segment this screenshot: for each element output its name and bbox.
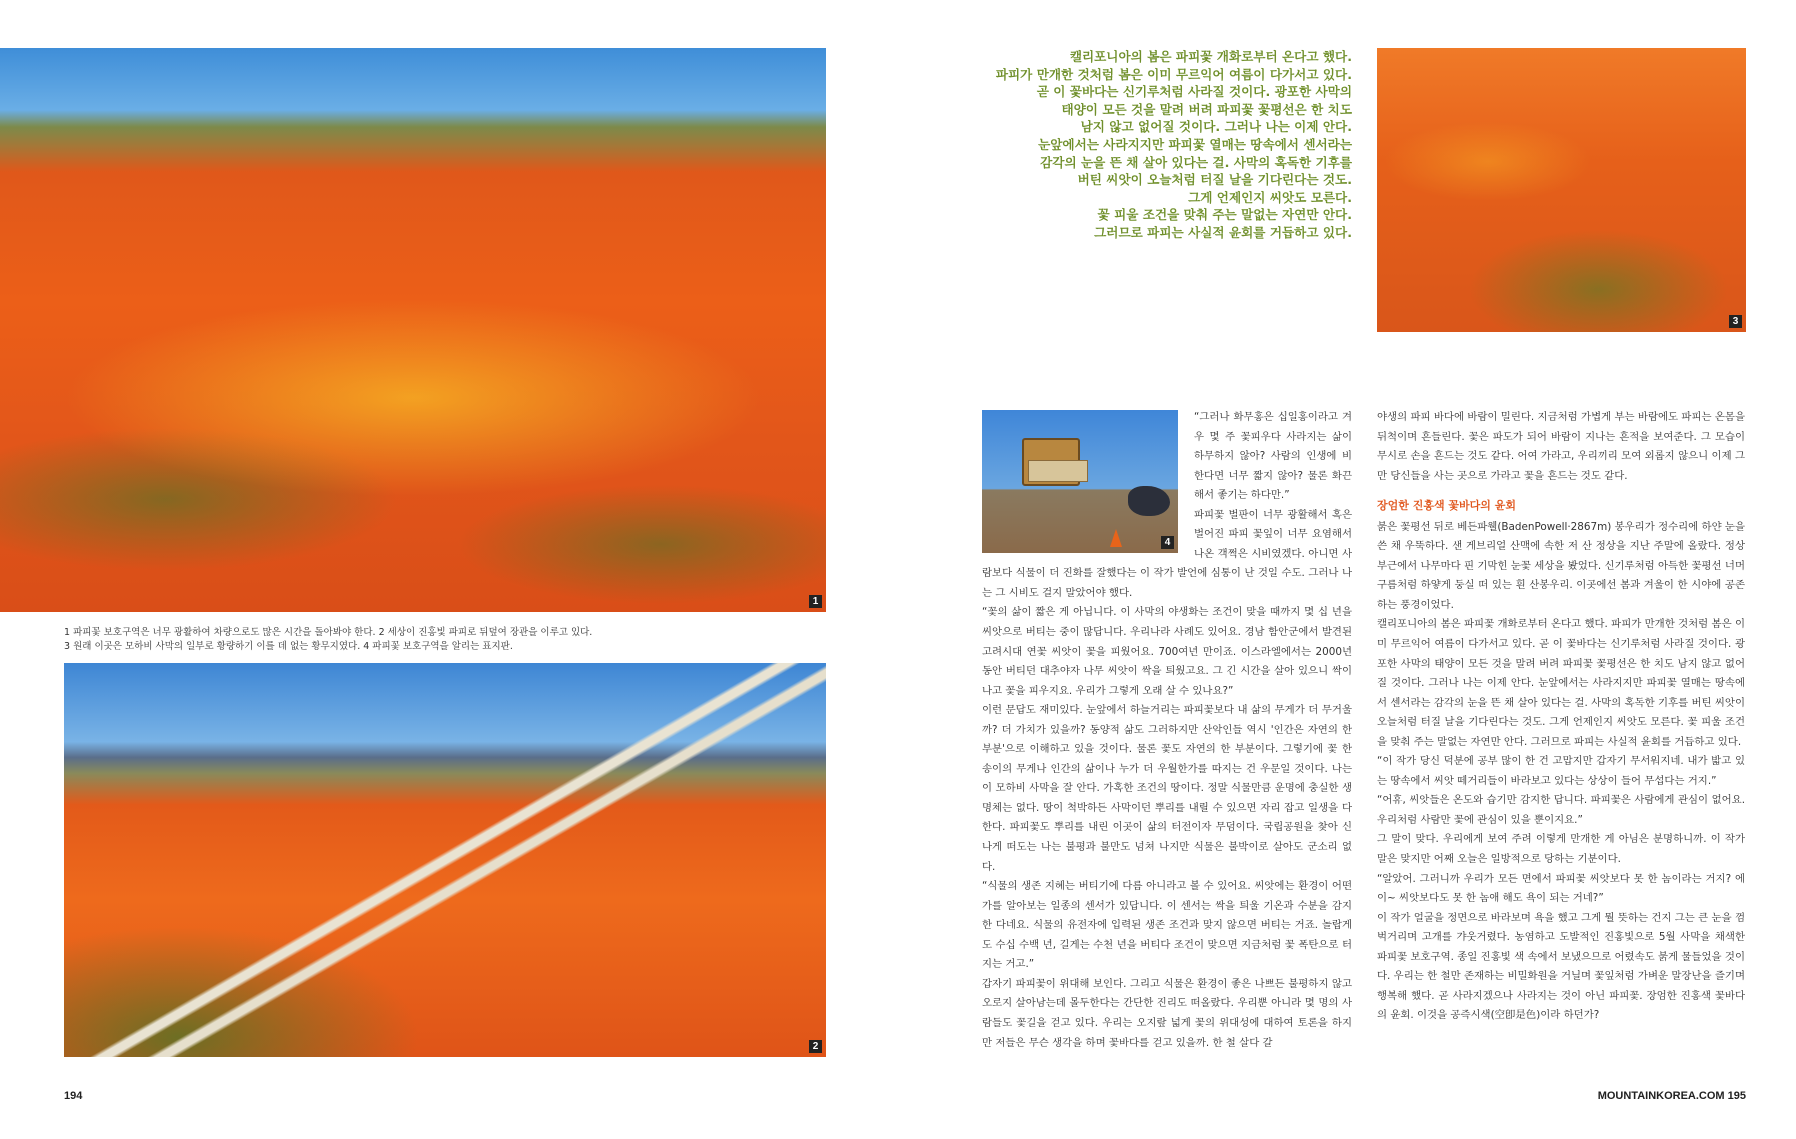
poppy-field-path-photo-2 [64,663,826,1057]
paragraph: “꽃의 삶이 짧은 게 아닙니다. 이 사막의 야생화는 조건이 맞을 때까지 몇 십 년을 씨앗으로 버티는 중이 많답니다. 우리나라 사례도 있어요. 경남 함안군에서 발견된 고려시대 연꽃 씨앗이 꽃을 피웠어요. 700여년 만이죠. 이스라엘에서는 2000년 동안 버티던 대추야자 나무 씨앗이 싹을 틔웠고요. 그 긴 시간을 살아 있으니 싹이 나고 꽃을 피우지요. 우리가 그렇게 오래 살 수 있나요?” [982,606,1352,697]
pull-quote-line: 곧 이 꽃바다는 신기루처럼 사라질 것이다. 광포한 사막의 [1036,84,1352,100]
caption-line: 3 원래 이곳은 모하비 사막의 일부로 황량하기 이를 데 없는 황무지였다. 4 파피꽃 보호구역을 알리는 표지판. [64,641,513,652]
pull-quote-line: 캘리포니아의 봄은 파피꽃 개화로부터 온다고 했다. [1069,49,1352,64]
pull-quote-line: 남지 않고 없어질 것이다. 그러나 나는 이제 안다. [1080,119,1352,135]
pull-quote-line: 그게 언제인지 씨앗도 모른다. [1188,189,1352,205]
pull-quote-line: 버틴 씨앗이 오늘처럼 터질 날을 기다린다는 것도. [1077,172,1352,188]
paragraph: 이런 문답도 재미있다. 눈앞에서 하늘거리는 파피꽃보다 내 삶의 무게가 더 무거울까? 더 가치가 있을까? 동양적 삶도 그러하지만 산악인들 역시 '인간은 자연의 한 부분'으로 이해하고 있을 것이다. 물론 꽃도 자연의 한 부분이다. 그렇기에 꽃 한 송이의 무게나 인간의 삶이나 누가 더 우월한가를 따지는 건 우문일 것이다. 나는 이 모하비 사막을 잘 안다. 가혹한 조건의 땅이다. 정말 식물만큼 운명에 충실한 생명체는 없다. 땅이 척박하든 사막이던 뿌리를 내릴 수 있으면 자리 잡고 일생을 다한다. 파피꽃도 뿌리를 내린 이곳이 삶의 터전이자 무덤이다. 국립공원을 찾아 신나게 떠도는 나는 불평과 불만도 넘쳐 나지만 식물은 불박이로 살아도 군소리 없다. [982,704,1352,873]
paragraph: 파피꽃 벌판이 너무 광활해서 혹은 벌어진 파피 꽃잎이 너무 요염해서 나온 객쩍은 시비였겠다. 아니면 사람보다 식물이 더 진화를 잘했다는 이 작가 발언에 심통이 난 것일 수도. 그러나 나는 그 시비도 걸지 말았어야 했다. [982,508,1352,599]
photo-number-badge: 2 [809,1040,822,1053]
photo-number-badge: 1 [809,595,822,608]
paragraph: “어휴, 씨앗들은 온도와 습기만 감지한 답니다. 파피꽃은 사람에게 관심이 없어요. 우리처럼 사람만 꽃에 관심이 있을 뿐이지요.” [1377,794,1745,826]
paragraph: 이 작가 얼굴을 정면으로 바라보며 욕을 했고 그게 뭘 뜻하는 건지 그는 큰 눈을 껌벅거리며 고개를 갸웃거렸다. 농염하고 도발적인 진홍빛으로 5월 사막을 채색한 파피꽃 보호구역. 종일 진홍빛 색 속에서 보냈으므로 어렸속도 붉게 물들었을 것이다. 우리는 한 철만 존재하는 비밀화원을 거닐며 꽃잎처럼 가벼운 말장난을 즐기며 행복해 했다. 곧 사라지겠으나 사라지는 것이 아닌 파피꽃. 장엄한 진홍색 꽃바다의 윤회. 이것을 공즉시색(空卽是色)이라 하던가? [1377,911,1745,1022]
photo-number-badge: 4 [1161,536,1174,549]
photo-caption [64,626,764,654]
reserve-sign-photo-4 [982,410,1178,553]
paragraph: 야생의 파피 바다에 바람이 밀린다. 지금처럼 가볍게 부는 바람에도 파피는 온몸을 뒤척이며 흔들린다. 꽃은 파도가 되어 바람이 지나는 흔적을 보여준다. 그 모습이 무시로 손을 흔드는 것도 같다. 어여 가라고, 우리끼리 모여 외롭지 않으니 이제 그만 당신들을 사는 곳으로 가라고 꽃을 흔드는 것도 같다. [1377,411,1745,482]
poppy-field-photo-1 [0,48,826,612]
paragraph: 갑자기 파피꽃이 위대해 보인다. 그리고 식물은 환경이 좋은 나쁘든 불평하지 않고 오로지 살아남는데 몰두한다는 간단한 진리도 떠올랐다. 우리뿐 아니라 몇 명의 사람들도 꽃길을 걷고 있다. 우리는 오지랖 넓게 꽃의 위대성에 대하여 토론을 하지만 저들은 무슨 생각을 하며 꽃바다를 걷고 있을까. 한 철 살다 갈 [982,977,1352,1049]
page-number-left: 194 [64,1090,83,1102]
pull-quote-line: 감각의 눈을 뜬 채 살아 있다는 걸. 사막의 혹독한 기후를 [1040,154,1352,170]
caption-line: 1 파피꽃 보호구역은 너무 광활하여 차량으로도 많은 시간을 돌아봐야 한다. 2 세상이 진홍빛 파피로 뒤덮여 장관을 이루고 있다. [64,627,593,638]
car-mirror-icon [1128,486,1170,516]
article-column-right [1377,408,1745,1026]
traffic-cone-icon [1110,529,1122,547]
pull-quote-line: 태양이 모든 것을 말려 버려 파피꽃 꽃평선은 한 치도 [1061,101,1352,117]
paragraph: “그러나 화무홍은 십일홍이라고 겨우 몇 주 꽃피우다 사라지는 삶이 하무하지 않아? 사람의 인생에 비한다면 너무 짧지 않아? 물론 화끈해서 좋기는 하다만.” [1194,411,1352,502]
sign-plate-icon [1028,460,1088,482]
paragraph: 붉은 꽃평선 뒤로 베든파웰(BadenPowell·2867m) 봉우리가 정수리에 하얀 눈을 쓴 채 우뚝하다. 샌 게브리얼 산맥에 속한 저 산 정상을 지난 주말에 올랐다. 정상 부근에서 나무마다 핀 기막힌 눈꽃 세상을 봤었다. 신기루처럼 아득한 꽃평선 너머 구름처럼 하얗게 둥실 떠 있는 흰 산봉우리. 이곳에선 봄과 겨울이 한 시야에 공존하는 풍경이었다. [1377,520,1745,611]
photo-number-badge: 3 [1729,315,1742,328]
pull-quote-line: 꽃 피울 조건을 맞춰 주는 말없는 자연만 안다. [1097,207,1352,223]
section-subheading: 장엄한 진홍색 꽃바다의 윤회 [1377,499,1516,513]
paragraph: “이 작가 당신 덕분에 공부 많이 한 건 고맙지만 갑자기 무서워지네. 내가 밟고 있는 땅속에서 씨앗 떼거리들이 바라보고 있다는 상상이 들어 무섭다는 거지.” [1377,755,1745,787]
pull-quote-line: 눈앞에서는 사라지지만 파피꽃 열매는 땅속에서 센서라는 [1038,136,1352,152]
article-column-middle [982,408,1352,1053]
pull-quote-line: 그러므로 파피는 사실적 윤회를 거듭하고 있다. [1094,224,1352,240]
paragraph: 그 말이 맞다. 우리에게 보여 주려 이렇게 만개한 게 아님은 분명하니까. 이 작가 말은 맞지만 어째 오늘은 일방적으로 당하는 기분이다. [1377,833,1745,866]
poppy-field-photo-3 [1377,48,1746,332]
paragraph: “식물의 생존 지혜는 버티기에 다름 아니라고 볼 수 있어요. 씨앗에는 환경이 어떤가를 알아보는 일종의 센서가 있답니다. 이 센서는 싹을 틔울 기온과 수분을 감지한 다네요. 식물의 유전자에 입력된 생존 조건과 맞지 않으면 버티는 거죠. 놀랍게도 수십 수백 년, 길게는 수천 년을 버티다 조건이 맞으면 지금처럼 꽃 폭탄으로 터지는 거고.” [982,880,1352,971]
pull-quote-line: 파피가 만개한 것처럼 봄은 이미 무르익어 여름이 다가서고 있다. [995,66,1352,82]
paragraph: 캘리포니아의 봄은 파피꽃 개화로부터 온다고 했다. 파피가 만개한 것처럼 봄은 이미 무르익어 여름이 다가서고 있다. 곧 이 꽃바다는 신기루처럼 사라질 것이다. 광포한 사막의 태양이 모든 것을 말려 버려 파피꽃 꽃평선은 한 치도 남지 않고 없어질 것이다. 그러나 나는 이제 안다. 눈앞에서는 사라지지만 파피꽃 열매는 땅속에서 센서라는 감각의 눈을 뜬 채 살아 있다는 걸. 사막의 혹독한 기후를 버틴 씨앗이 오늘처럼 터질 날을 기다린다는 것도. 그게 언제인지 씨앗도 모른다. 꽃 피울 조건을 맞춰 주는 말없는 자연만 안다. 그러므로 파피는 사실적 윤회를 거듭하고 있다. [1377,618,1745,748]
paragraph: “알았어. 그러니까 우리가 모든 면에서 파피꽃 씨앗보다 못 한 놈이라는 거지? 에이~ 씨앗보다도 못 한 놈애 해도 욕이 되는 거네?” [1377,872,1745,905]
pull-quote [972,48,1352,242]
page-number-right: MOUNTAINKOREA.COM 195 [1597,1090,1746,1102]
